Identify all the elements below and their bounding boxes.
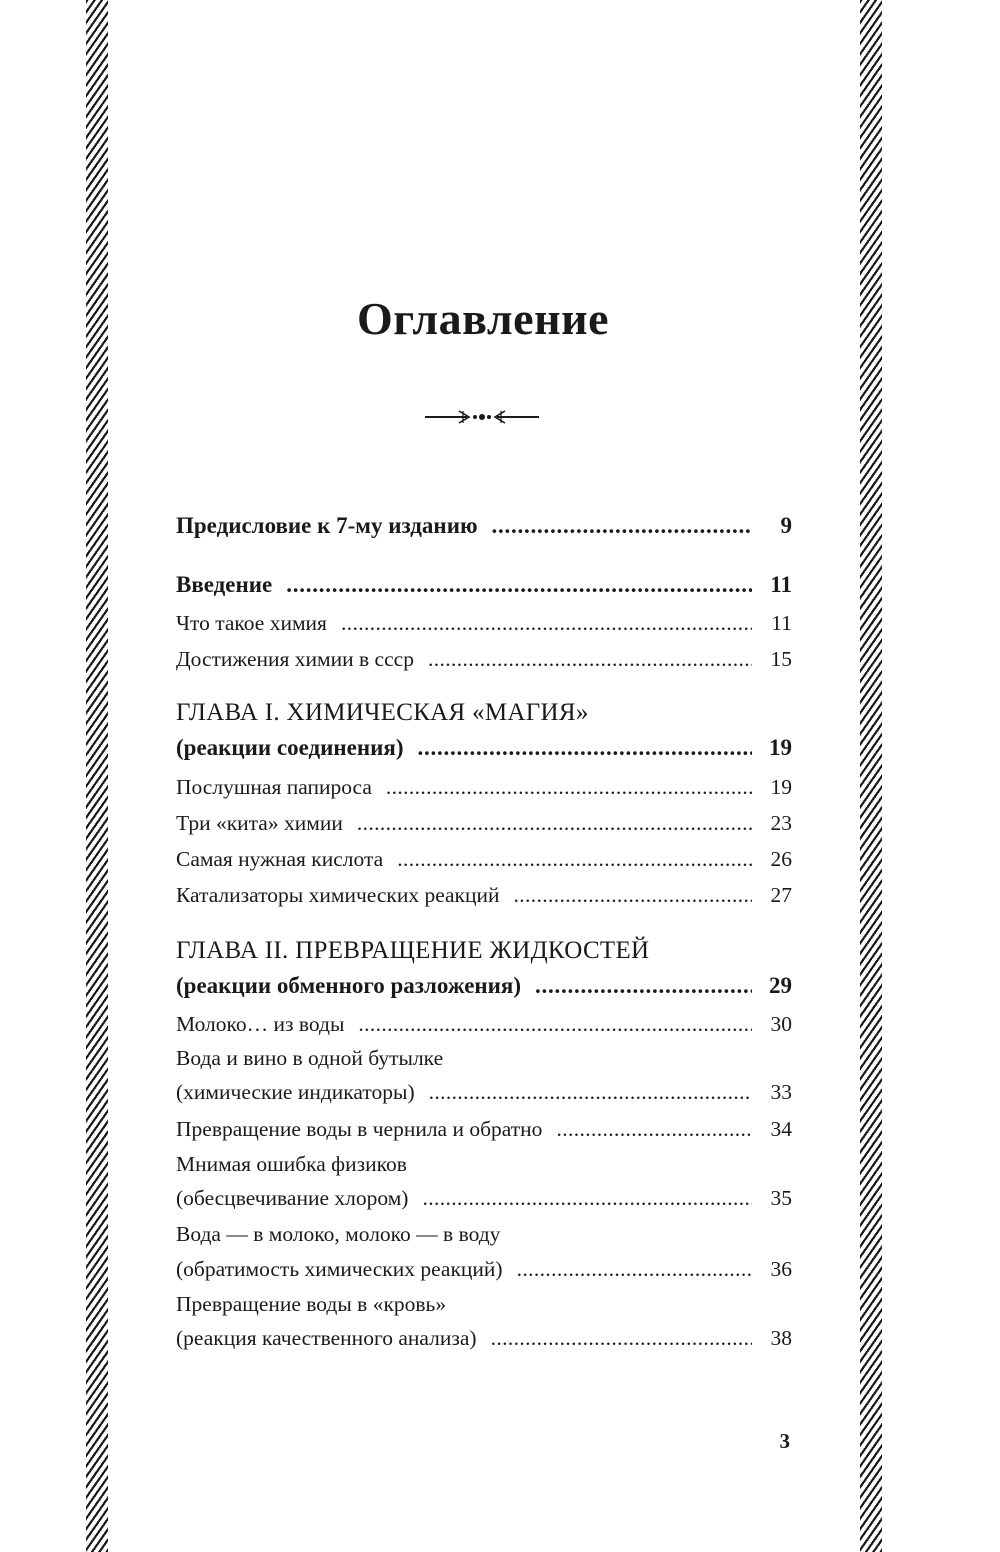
dot-leader bbox=[286, 572, 752, 598]
toc-entry-label: (реакция качественного анализа) bbox=[176, 1326, 477, 1350]
toc-entry-title-line[interactable]: Мнимая ошибка физиков bbox=[176, 1152, 407, 1176]
toc-page-number: 33 bbox=[770, 1080, 792, 1104]
dot-leader bbox=[428, 647, 752, 672]
toc-entry[interactable] bbox=[176, 611, 792, 636]
ornament-divider-icon bbox=[423, 405, 541, 429]
toc-page-number: 36 bbox=[770, 1257, 792, 1281]
toc-entry[interactable] bbox=[176, 775, 792, 800]
chapter-2-heading: ГЛАВА II. ПРЕВРАЩЕНИЕ ЖИДКОСТЕЙ bbox=[176, 937, 650, 964]
toc-entry-label: Введение bbox=[176, 572, 273, 597]
toc-page-number: 19 bbox=[769, 735, 792, 760]
dot-leader bbox=[358, 1012, 752, 1037]
dot-leader bbox=[386, 775, 752, 800]
dot-leader bbox=[397, 847, 752, 872]
toc-entry[interactable] bbox=[176, 1257, 792, 1282]
toc-page-number: 34 bbox=[770, 1117, 792, 1141]
toc-entry-title-line[interactable]: Вода — в молоко, молоко — в воду bbox=[176, 1222, 501, 1246]
toc-page-number: 35 bbox=[770, 1186, 792, 1210]
dot-leader bbox=[556, 1117, 752, 1142]
toc-entry-label: (обратимость химических реакций) bbox=[176, 1257, 503, 1281]
decorative-border-left bbox=[86, 0, 108, 1552]
toc-page-number: 23 bbox=[770, 811, 792, 835]
toc-entry[interactable] bbox=[176, 1012, 792, 1037]
toc-entry[interactable] bbox=[176, 1326, 792, 1351]
toc-entry-label: Катализаторы химических реакций bbox=[176, 883, 500, 907]
dot-leader bbox=[417, 735, 752, 761]
dot-leader bbox=[514, 883, 752, 908]
dot-leader bbox=[492, 513, 752, 539]
toc-entry-label: Что такое химия bbox=[176, 611, 327, 635]
dot-leader bbox=[535, 973, 752, 999]
page-title: Оглавление bbox=[356, 293, 610, 344]
chapter-1-heading: ГЛАВА I. ХИМИЧЕСКАЯ «МАГИЯ» bbox=[176, 699, 589, 726]
toc-entry-chapter-2[interactable] bbox=[176, 973, 792, 999]
toc-entry-label: Послушная папироса bbox=[176, 775, 372, 799]
dot-leader bbox=[357, 811, 752, 836]
toc-entry[interactable] bbox=[176, 1117, 792, 1142]
dot-leader bbox=[491, 1326, 752, 1351]
toc-entry[interactable] bbox=[176, 847, 792, 872]
toc-entry[interactable] bbox=[176, 647, 792, 672]
toc-page-number: 26 bbox=[770, 847, 792, 871]
toc-page-number: 9 bbox=[780, 513, 792, 538]
toc-entry-label: Три «кита» химии bbox=[176, 811, 343, 835]
toc-entry[interactable] bbox=[176, 1186, 792, 1211]
toc-page-number: 11 bbox=[771, 611, 792, 635]
dot-leader bbox=[517, 1257, 752, 1282]
toc-page-number: 11 bbox=[770, 572, 792, 597]
toc-entry-title-line[interactable]: Превращение воды в «кровь» bbox=[176, 1292, 447, 1316]
toc-entry-introduction[interactable] bbox=[176, 572, 792, 598]
toc-entry[interactable] bbox=[176, 1080, 792, 1105]
toc-entry-label: Достижения химии в ссср bbox=[176, 647, 414, 671]
toc-entry-preface[interactable] bbox=[176, 513, 792, 539]
toc-page-number: 30 bbox=[770, 1012, 792, 1036]
toc-entry-label: (реакции обменного разложения) bbox=[176, 973, 522, 998]
toc-entry-label: (химические индикаторы) bbox=[176, 1080, 415, 1104]
dot-leader bbox=[422, 1186, 752, 1211]
toc-page-number: 15 bbox=[770, 647, 792, 671]
toc-entry-label: Превращение воды в чернила и обратно bbox=[176, 1117, 543, 1141]
decorative-border-right bbox=[860, 0, 882, 1552]
dot-leader bbox=[341, 611, 752, 636]
page-number: 3 bbox=[779, 1429, 790, 1453]
toc-entry-label: Молоко… из воды bbox=[176, 1012, 345, 1036]
toc-entry-label: Предисловие к 7-му изданию bbox=[176, 513, 478, 538]
toc-entry-label: (обесцвечивание хлором) bbox=[176, 1186, 409, 1210]
toc-page-number: 27 bbox=[770, 883, 792, 907]
toc-entry-label: Самая нужная кислота bbox=[176, 847, 384, 871]
toc-page-number: 29 bbox=[769, 973, 792, 998]
dot-leader bbox=[429, 1080, 752, 1105]
toc-page-number: 38 bbox=[770, 1326, 792, 1350]
toc-entry-chapter-1[interactable] bbox=[176, 735, 792, 761]
toc-entry[interactable] bbox=[176, 883, 792, 908]
toc-page-number: 19 bbox=[770, 775, 792, 799]
toc-entry-title-line[interactable]: Вода и вино в одной бутылке bbox=[176, 1046, 444, 1070]
toc-entry-label: (реакции соединения) bbox=[176, 735, 404, 760]
toc-entry[interactable] bbox=[176, 811, 792, 836]
